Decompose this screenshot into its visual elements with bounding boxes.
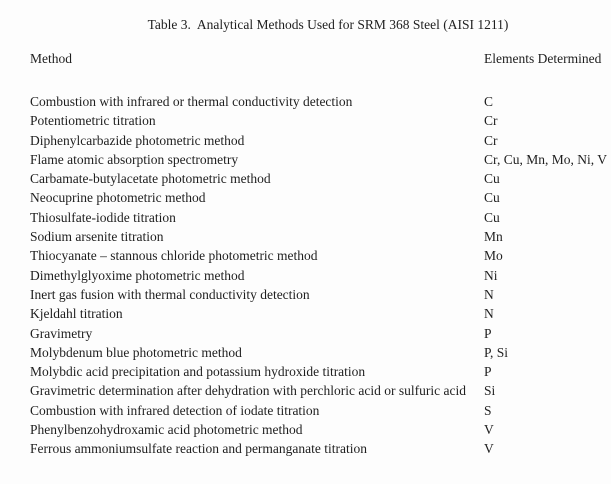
table-row bbox=[30, 304, 611, 323]
elements-cell: N bbox=[484, 306, 494, 322]
table-row bbox=[30, 420, 611, 439]
elements-cell: N bbox=[484, 286, 494, 302]
elements-cell: Cu bbox=[484, 209, 500, 225]
method-cell: Kjeldahl titration bbox=[30, 306, 123, 322]
table-body bbox=[30, 92, 611, 459]
elements-cell: V bbox=[484, 422, 494, 438]
table-row bbox=[30, 208, 611, 227]
table-row bbox=[30, 92, 611, 111]
method-cell: Phenylbenzohydroxamic acid photometric method bbox=[30, 422, 303, 438]
table-row bbox=[30, 131, 611, 150]
table-row bbox=[30, 362, 611, 381]
table-row bbox=[30, 266, 611, 285]
elements-cell: P, Si bbox=[484, 344, 509, 360]
elements-cell: P bbox=[484, 325, 492, 341]
method-cell: Sodium arsenite titration bbox=[30, 229, 164, 245]
method-cell: Molybdenum blue photometric method bbox=[30, 344, 242, 360]
table-row bbox=[30, 439, 611, 458]
table-row bbox=[30, 227, 611, 246]
table-row bbox=[30, 246, 611, 265]
table-header-row bbox=[30, 51, 611, 67]
method-cell: Carbamate-butylacetate photometric method bbox=[30, 171, 271, 187]
table-row bbox=[30, 188, 611, 207]
method-cell: Combustion with infrared detection of iodate titration bbox=[30, 402, 320, 418]
method-cell: Dimethylglyoxime photometric method bbox=[30, 267, 245, 283]
method-cell: Diphenylcarbazide photometric method bbox=[30, 132, 245, 148]
method-cell: Thiosulfate-iodide titration bbox=[30, 209, 176, 225]
table-row bbox=[30, 324, 611, 343]
method-cell: Combustion with infrared or thermal conductivity detection bbox=[30, 94, 353, 109]
table-row bbox=[30, 285, 611, 304]
method-cell: Gravimetry bbox=[30, 325, 93, 341]
elements-cell: Mn bbox=[484, 229, 503, 245]
method-cell: Gravimetric determination after dehydration with perchloric acid or sulfuric acid bbox=[30, 383, 466, 399]
elements-cell: Si bbox=[484, 383, 496, 399]
table-row bbox=[30, 111, 611, 130]
elements-cell: Cr, Cu, Mn, Mo, Ni, V bbox=[484, 151, 607, 167]
method-cell: Thiocyanate – stannous chloride photometric method bbox=[30, 248, 318, 264]
elements-cell: S bbox=[484, 402, 492, 418]
method-cell: Ferrous ammoniumsulfate reaction and permanganate titration bbox=[30, 441, 368, 457]
method-cell: Flame atomic absorption spectrometry bbox=[30, 151, 239, 167]
elements-cell: Ni bbox=[484, 267, 498, 283]
elements-cell: V bbox=[484, 441, 494, 457]
column-header-method: Method bbox=[30, 51, 72, 66]
elements-cell: Cr bbox=[484, 113, 498, 129]
column-header-elements: Elements Determined bbox=[484, 51, 602, 66]
table-row bbox=[30, 169, 611, 188]
elements-cell: Cr bbox=[484, 132, 498, 148]
method-cell: Molybdic acid precipitation and potassium hydroxide titration bbox=[30, 364, 366, 380]
method-cell: Potentiometric titration bbox=[30, 113, 156, 129]
elements-cell: P bbox=[484, 364, 492, 380]
elements-cell: Mo bbox=[484, 248, 503, 264]
table-row bbox=[30, 150, 611, 169]
table-row bbox=[30, 343, 611, 362]
elements-cell: Cu bbox=[484, 190, 500, 206]
method-cell: Inert gas fusion with thermal conductivity detection bbox=[30, 286, 310, 302]
elements-cell: Cu bbox=[484, 171, 500, 187]
table-title: Table 3. Analytical Methods Used for SRM 368 Steel (AISI 1211) bbox=[147, 17, 509, 32]
table-row bbox=[30, 381, 611, 400]
table-row bbox=[30, 401, 611, 420]
method-cell: Neocuprine photometric method bbox=[30, 190, 206, 206]
elements-cell: C bbox=[484, 94, 494, 109]
